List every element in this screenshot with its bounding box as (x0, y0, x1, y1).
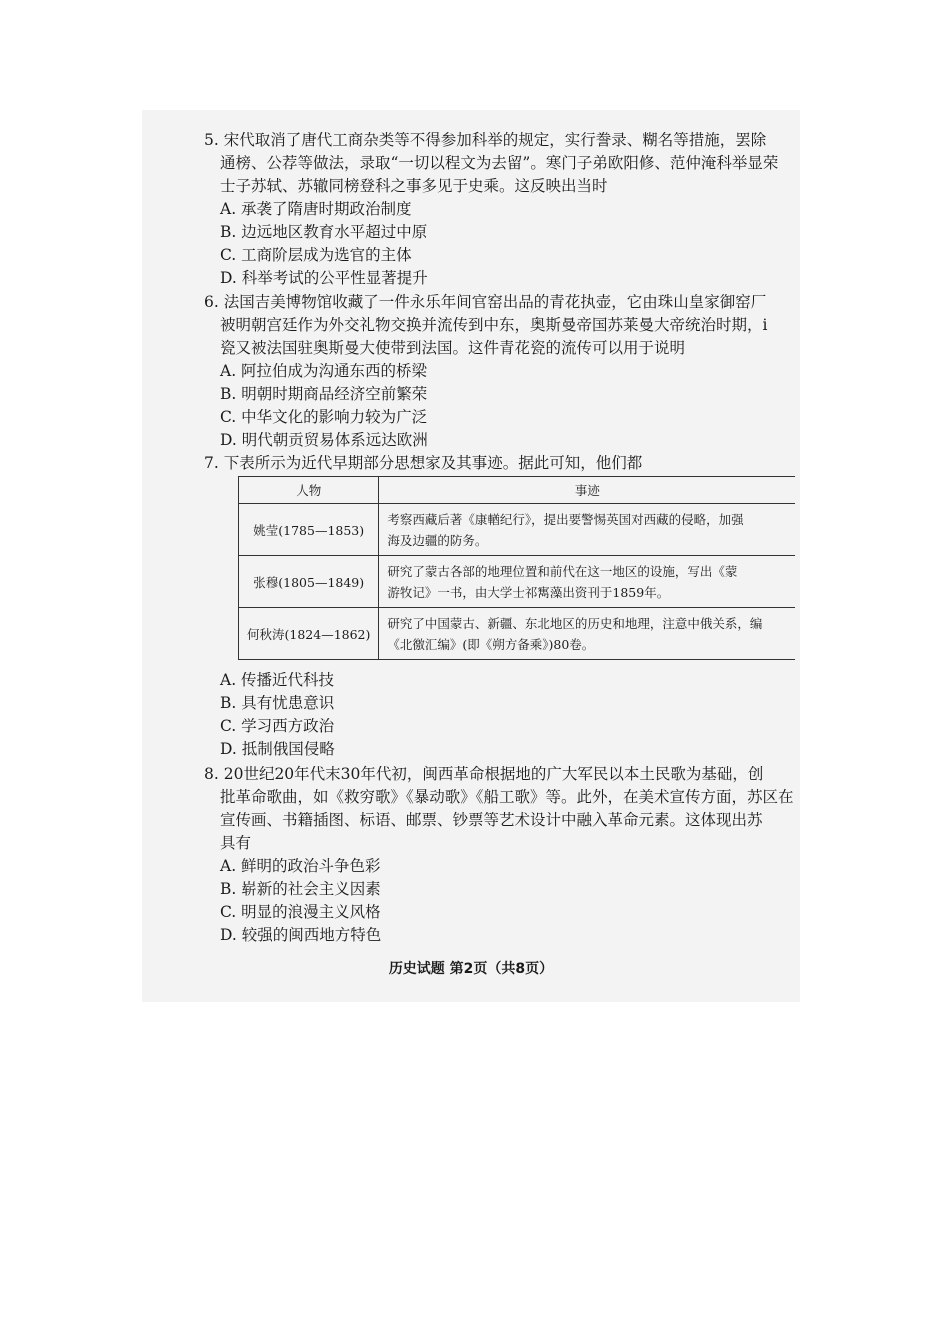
q5-option-b: B. 边远地区教育水平超过中原 (220, 223, 428, 241)
q6-option-d: D. 明代朝贡贸易体系远达欧洲 (220, 431, 428, 449)
q8-stem-line-3: 宣传画、书籍插图、标语、邮票、钞票等艺术设计中融入革命元素。这体现出苏 (220, 811, 763, 829)
q5-option-a: A. 承袭了隋唐时期政治制度 (220, 200, 412, 218)
q5-stem-line-3: 士子苏轼、苏辙同榜登科之事多见于史乘。这反映出当时 (220, 177, 608, 195)
q8-option-c: C. 明显的浪漫主义风格 (220, 903, 381, 921)
q6-option-b: B. 明朝时期商品经济空前繁荣 (220, 385, 428, 403)
deeds-line: 考察西藏后著《康輶纪行》，提出要警惕英国对西藏的侵略，加强 (387, 511, 744, 527)
scanned-page (142, 110, 800, 1002)
deeds-line: 研究了蒙古各部的地理位置和前代在这一地区的设施，写出《蒙 (387, 563, 738, 579)
q6-option-c: C. 中华文化的影响力较为广泛 (220, 408, 428, 426)
table-cell-deeds (379, 556, 796, 608)
q7-option-b: B. 具有忧患意识 (220, 694, 335, 712)
page-footer: 历史试题 第2页（共8页） (388, 961, 554, 977)
q6-stem-line-1: 6. 法国吉美博物馆收藏了一件永乐年间官窑出品的青花执壶，它由珠山皇家御窑厂 (204, 293, 767, 311)
table-cell-deeds (379, 504, 796, 556)
table-row (239, 504, 796, 556)
q7-option-d: D. 抵制俄国侵略 (220, 740, 335, 758)
q6-option-a: A. 阿拉伯成为沟通东西的桥梁 (220, 362, 428, 380)
table-header-person: 人物 (239, 477, 379, 504)
table-cell-deeds (379, 608, 796, 660)
table-header-row (239, 477, 796, 504)
q6-stem-line-3: 瓷又被法国驻奥斯曼大使带到法国。这件青花瓷的流传可以用于说明 (220, 339, 686, 357)
q8-option-a: A. 鲜明的政治斗争色彩 (220, 857, 381, 875)
q7-option-a: A. 传播近代科技 (220, 671, 335, 689)
table-row (239, 608, 796, 660)
table-cell-name: 姚莹(1785—1853) (239, 504, 379, 556)
q5-option-d: D. 科举考试的公平性显著提升 (220, 269, 428, 287)
table-cell-name: 何秋涛(1824—1862) (239, 608, 379, 660)
q8-stem-line-4: 具有 (220, 834, 252, 852)
deeds-line: 游牧记》一书，由大学士祁寯藻出资刊于1859年。 (387, 584, 670, 600)
q8-stem-line-1: 8. 20世纪20年代末30年代初，闽西革命根据地的广大军民以本土民歌为基础，创 (204, 765, 764, 783)
table-cell-name: 张穆(1805—1849) (239, 556, 379, 608)
deeds-line: 《北徼汇编》(即《朔方备乘》)80卷。 (387, 636, 595, 652)
q8-option-b: B. 崭新的社会主义因素 (220, 880, 381, 898)
deeds-line: 研究了中国蒙古、新疆、东北地区的历史和地理，注意中俄关系，编 (387, 615, 763, 631)
table-row (239, 556, 796, 608)
q5-stem-line-2: 通榜、公荐等做法，录取“一切以程文为去留”。寒门子弟欧阳修、范仲淹科举显荣 (220, 154, 779, 172)
q5-stem-line-1: 5. 宋代取消了唐代工商杂类等不得参加科举的规定，实行誊录、糊名等措施，罢除 (204, 131, 767, 149)
q6-stem-line-2: 被明朝宫廷作为外交礼物交换并流传到中东，奥斯曼帝国苏莱曼大帝统治时期，i (220, 316, 768, 334)
thinkers-table (238, 476, 795, 660)
q8-stem-line-2: 批革命歌曲，如《救穷歌》《暴动歌》《船工歌》等。此外，在美术宣传方面，苏区在 (220, 788, 794, 806)
q7-stem: 7. 下表所示为近代早期部分思想家及其事迹。据此可知，他们都 (204, 454, 643, 472)
q5-option-c: C. 工商阶层成为选官的主体 (220, 246, 412, 264)
q7-option-c: C. 学习西方政治 (220, 717, 335, 735)
table-header-deeds: 事迹 (379, 477, 796, 504)
deeds-line: 海及边疆的防务。 (387, 532, 488, 548)
q8-option-d: D. 较强的闽西地方特色 (220, 926, 382, 944)
